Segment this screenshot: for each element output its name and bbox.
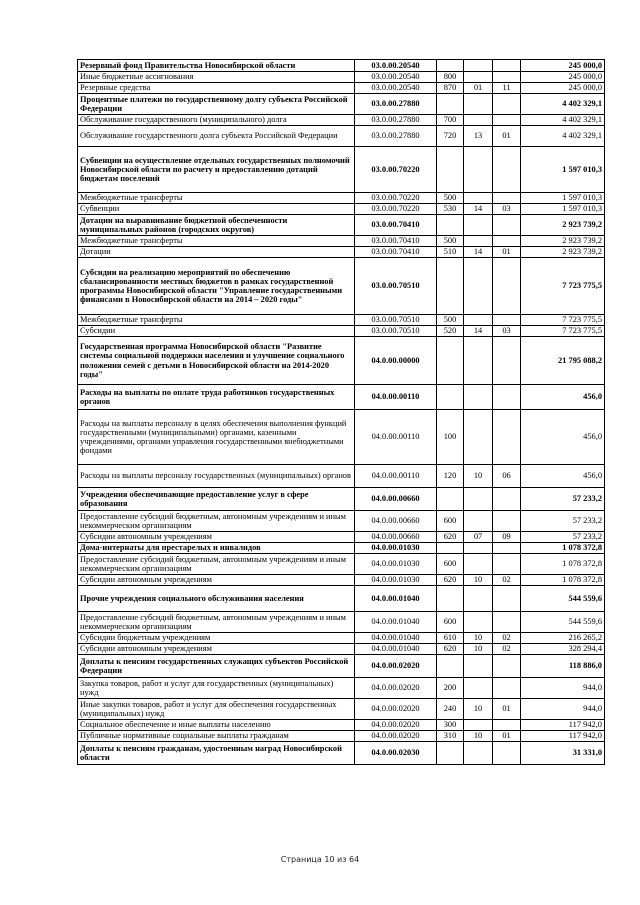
cell-item-name: Субвенции	[78, 204, 355, 215]
cell-item-name: Социальное обеспечение и иные выплаты населению	[78, 720, 355, 731]
table-row	[78, 72, 605, 83]
cell-target-code: 04.0.00.02020	[355, 678, 437, 699]
table-row	[78, 655, 605, 678]
cell-expense-type: 300	[437, 720, 464, 731]
cell-amount: 1 078 372,8	[521, 554, 605, 575]
cell-item-name: Публичные нормативные социальные выплаты гражданам	[78, 731, 355, 742]
cell-section	[464, 193, 493, 204]
cell-amount: 456,0	[521, 385, 605, 410]
cell-subsection	[493, 511, 521, 532]
cell-amount: 4 402 329,1	[521, 126, 605, 147]
cell-item-name: Учреждения обеспечивающие предоставление услуг в сфере образования	[78, 488, 355, 511]
budget-table	[77, 59, 605, 765]
cell-target-code: 04.0.00.00660	[355, 511, 437, 532]
cell-item-name: Государственная программа Новосибирской области "Развитие системы социальной поддержки населения и улучшение социального положения семей с детьми в Новосибирской области на 2014-2020 годы"	[78, 337, 355, 385]
cell-amount: 4 402 329,1	[521, 94, 605, 115]
cell-amount: 117 942,0	[521, 720, 605, 731]
cell-expense-type: 240	[437, 699, 464, 720]
cell-section: 10	[464, 465, 493, 488]
cell-section: 13	[464, 126, 493, 147]
cell-section	[464, 258, 493, 315]
cell-target-code: 03.0.00.27880	[355, 115, 437, 126]
cell-expense-type	[437, 258, 464, 315]
cell-section	[464, 385, 493, 410]
cell-section	[464, 554, 493, 575]
cell-expense-type: 600	[437, 511, 464, 532]
cell-section	[464, 94, 493, 115]
cell-amount: 216 265,2	[521, 633, 605, 644]
cell-item-name: Иные бюджетные ассигнования	[78, 72, 355, 83]
cell-amount: 328 294,4	[521, 644, 605, 655]
table-row	[78, 147, 605, 193]
cell-amount: 544 559,6	[521, 612, 605, 633]
cell-item-name: Предоставление субсидий бюджетным, автономным учреждениям и иным некоммерческим организациям	[78, 511, 355, 532]
cell-item-name: Расходы на выплаты персоналу в целях обеспечения выполнения функций государственными (муниципальными) органами, казенными учреждениями, органами управления государственными внебюджетными фондами	[78, 410, 355, 465]
cell-target-code: 04.0.00.01040	[355, 612, 437, 633]
cell-subsection	[493, 612, 521, 633]
cell-expense-type: 620	[437, 575, 464, 586]
table-row	[78, 247, 605, 258]
cell-subsection: 09	[493, 532, 521, 543]
cell-target-code: 03.0.00.70220	[355, 204, 437, 215]
cell-expense-type: 530	[437, 204, 464, 215]
cell-target-code: 03.0.00.70220	[355, 193, 437, 204]
cell-subsection: 01	[493, 731, 521, 742]
cell-expense-type: 600	[437, 612, 464, 633]
cell-target-code: 03.0.00.27880	[355, 126, 437, 147]
cell-expense-type: 620	[437, 532, 464, 543]
table-row	[78, 532, 605, 543]
cell-expense-type	[437, 215, 464, 236]
cell-amount: 1 597 010,3	[521, 147, 605, 193]
cell-target-code: 04.0.00.00660	[355, 488, 437, 511]
cell-amount: 1 597 010,3	[521, 193, 605, 204]
cell-item-name: Прочие учреждения социального обслуживания населения	[78, 586, 355, 612]
table-row	[78, 488, 605, 511]
cell-amount: 7 723 775,5	[521, 315, 605, 326]
cell-target-code: 03.0.00.20540	[355, 60, 437, 72]
cell-target-code: 04.0.00.02020	[355, 655, 437, 678]
cell-section: 07	[464, 532, 493, 543]
cell-section	[464, 115, 493, 126]
cell-item-name: Субсидии автономным учреждениям	[78, 644, 355, 655]
cell-subsection: 06	[493, 465, 521, 488]
cell-expense-type: 100	[437, 410, 464, 465]
cell-item-name: Субсидии автономным учреждениям	[78, 575, 355, 586]
cell-target-code: 04.0.00.02030	[355, 742, 437, 765]
cell-section: 01	[464, 83, 493, 94]
cell-subsection	[493, 236, 521, 247]
cell-target-code: 04.0.00.00660	[355, 532, 437, 543]
table-row	[78, 511, 605, 532]
cell-item-name: Субсидии на реализацию мероприятий по обеспечению сбалансированности местных бюджетов в рамках государственной программы Новосибирской области "Управление государственными финансами в Новосибирской области на 2014 – 2020 годы"	[78, 258, 355, 315]
table-row	[78, 337, 605, 385]
table-row	[78, 326, 605, 337]
cell-subsection	[493, 488, 521, 511]
cell-section	[464, 612, 493, 633]
cell-expense-type: 800	[437, 72, 464, 83]
table-row	[78, 644, 605, 655]
table-row	[78, 94, 605, 115]
cell-target-code: 04.0.00.02020	[355, 720, 437, 731]
cell-subsection	[493, 337, 521, 385]
cell-subsection	[493, 115, 521, 126]
page-footer: Страница 10 из 64	[280, 855, 360, 864]
cell-subsection: 01	[493, 126, 521, 147]
cell-expense-type: 620	[437, 644, 464, 655]
cell-section	[464, 337, 493, 385]
cell-subsection	[493, 655, 521, 678]
cell-subsection	[493, 60, 521, 72]
cell-item-name: Доплаты к пенсиям гражданам, удостоенным наград Новосибирской области	[78, 742, 355, 765]
cell-amount: 544 559,6	[521, 586, 605, 612]
cell-amount: 245 000,0	[521, 83, 605, 94]
cell-expense-type: 500	[437, 236, 464, 247]
cell-subsection: 03	[493, 204, 521, 215]
cell-section	[464, 60, 493, 72]
table-row	[78, 575, 605, 586]
cell-expense-type: 310	[437, 731, 464, 742]
cell-amount: 245 000,0	[521, 60, 605, 72]
cell-target-code: 04.0.00.02020	[355, 731, 437, 742]
table-row	[78, 633, 605, 644]
cell-amount: 57 233,2	[521, 488, 605, 511]
cell-subsection	[493, 720, 521, 731]
cell-item-name: Обслуживание государственного (муниципального) долга	[78, 115, 355, 126]
cell-amount: 4 402 329,1	[521, 115, 605, 126]
cell-item-name: Резервные средства	[78, 83, 355, 94]
cell-item-name: Резервный фонд Правительства Новосибирской области	[78, 60, 355, 72]
cell-target-code: 03.0.00.20540	[355, 72, 437, 83]
cell-amount: 245 000,0	[521, 72, 605, 83]
table-row	[78, 554, 605, 575]
cell-item-name: Дома-интернаты для престарелых и инвалидов	[78, 543, 355, 554]
cell-subsection	[493, 410, 521, 465]
cell-target-code: 04.0.00.01030	[355, 575, 437, 586]
cell-amount: 2 923 739,2	[521, 247, 605, 258]
cell-expense-type: 510	[437, 247, 464, 258]
cell-amount: 456,0	[521, 410, 605, 465]
cell-item-name: Дотации	[78, 247, 355, 258]
cell-expense-type	[437, 742, 464, 765]
cell-amount: 117 942,0	[521, 731, 605, 742]
cell-subsection: 01	[493, 699, 521, 720]
cell-amount: 1 078 372,8	[521, 575, 605, 586]
cell-target-code: 04.0.00.00000	[355, 337, 437, 385]
cell-section	[464, 147, 493, 193]
table-row	[78, 126, 605, 147]
cell-section	[464, 215, 493, 236]
cell-subsection	[493, 193, 521, 204]
cell-section	[464, 720, 493, 731]
cell-expense-type: 600	[437, 554, 464, 575]
cell-subsection	[493, 215, 521, 236]
table-row	[78, 612, 605, 633]
table-row	[78, 586, 605, 612]
cell-subsection	[493, 678, 521, 699]
cell-subsection: 01	[493, 247, 521, 258]
cell-subsection	[493, 72, 521, 83]
table-row	[78, 731, 605, 742]
cell-expense-type	[437, 147, 464, 193]
cell-item-name: Расходы на выплаты персоналу государственных (муниципальных) органов	[78, 465, 355, 488]
cell-subsection	[493, 554, 521, 575]
cell-item-name: Субсидии бюджетным учреждениям	[78, 633, 355, 644]
table-row	[78, 742, 605, 765]
cell-expense-type	[437, 385, 464, 410]
cell-amount: 7 723 775,5	[521, 326, 605, 337]
cell-item-name: Субсидии	[78, 326, 355, 337]
cell-subsection	[493, 742, 521, 765]
cell-target-code: 04.0.00.01040	[355, 586, 437, 612]
cell-expense-type: 700	[437, 115, 464, 126]
table-row	[78, 315, 605, 326]
cell-target-code: 04.0.00.00110	[355, 385, 437, 410]
cell-subsection: 03	[493, 326, 521, 337]
cell-item-name: Процентные платежи по государственному долгу субъекта Российской Федерации	[78, 94, 355, 115]
cell-target-code: 04.0.00.01040	[355, 633, 437, 644]
cell-amount: 31 331,0	[521, 742, 605, 765]
cell-target-code: 03.0.00.70510	[355, 326, 437, 337]
cell-amount: 57 233,2	[521, 532, 605, 543]
cell-item-name: Предоставление субсидий бюджетным, автономным учреждениям и иным некоммерческим организациям	[78, 612, 355, 633]
table-row	[78, 465, 605, 488]
cell-section: 14	[464, 247, 493, 258]
cell-item-name: Закупка товаров, работ и услуг для государственных (муниципальных) нужд	[78, 678, 355, 699]
cell-item-name: Межбюджетные трансферты	[78, 236, 355, 247]
cell-item-name: Расходы на выплаты по оплате труда работников государственных органов	[78, 385, 355, 410]
cell-target-code: 04.0.00.01030	[355, 554, 437, 575]
cell-target-code: 03.0.00.70510	[355, 258, 437, 315]
cell-section	[464, 488, 493, 511]
cell-amount: 118 886,0	[521, 655, 605, 678]
table-row	[78, 543, 605, 554]
cell-section	[464, 410, 493, 465]
cell-target-code: 04.0.00.01040	[355, 644, 437, 655]
cell-amount: 1 597 010,3	[521, 204, 605, 215]
cell-expense-type: 520	[437, 326, 464, 337]
cell-expense-type: 120	[437, 465, 464, 488]
cell-amount: 7 723 775,5	[521, 258, 605, 315]
cell-section	[464, 72, 493, 83]
cell-section: 14	[464, 326, 493, 337]
table-row	[78, 385, 605, 410]
cell-expense-type: 200	[437, 678, 464, 699]
cell-item-name: Обслуживание государственного долга субъекта Российской Федерации	[78, 126, 355, 147]
cell-section: 10	[464, 731, 493, 742]
cell-target-code: 04.0.00.00110	[355, 465, 437, 488]
cell-section	[464, 586, 493, 612]
cell-amount: 57 233,2	[521, 511, 605, 532]
table-row	[78, 410, 605, 465]
cell-target-code: 03.0.00.70410	[355, 215, 437, 236]
cell-amount: 21 795 088,2	[521, 337, 605, 385]
cell-section	[464, 543, 493, 554]
table-row	[78, 236, 605, 247]
cell-subsection	[493, 543, 521, 554]
cell-expense-type	[437, 60, 464, 72]
cell-amount: 456,0	[521, 465, 605, 488]
cell-section: 10	[464, 699, 493, 720]
cell-amount: 944,0	[521, 699, 605, 720]
cell-expense-type	[437, 94, 464, 115]
cell-subsection	[493, 94, 521, 115]
cell-item-name: Доплаты к пенсиям государственных служащих субъектов Российской Федерации	[78, 655, 355, 678]
cell-expense-type	[437, 488, 464, 511]
cell-subsection	[493, 315, 521, 326]
cell-amount: 1 078 372,8	[521, 543, 605, 554]
cell-target-code: 03.0.00.70220	[355, 147, 437, 193]
cell-expense-type	[437, 586, 464, 612]
cell-amount: 944,0	[521, 678, 605, 699]
cell-section: 10	[464, 575, 493, 586]
cell-subsection: 02	[493, 644, 521, 655]
cell-section	[464, 655, 493, 678]
cell-section: 10	[464, 633, 493, 644]
cell-subsection: 11	[493, 83, 521, 94]
cell-target-code: 03.0.00.70410	[355, 236, 437, 247]
cell-section	[464, 678, 493, 699]
table-row	[78, 699, 605, 720]
cell-expense-type: 610	[437, 633, 464, 644]
cell-expense-type	[437, 655, 464, 678]
cell-section	[464, 236, 493, 247]
cell-target-code: 04.0.00.00110	[355, 410, 437, 465]
cell-target-code: 03.0.00.70510	[355, 315, 437, 326]
cell-target-code: 03.0.00.27880	[355, 94, 437, 115]
table-row	[78, 193, 605, 204]
table-row	[78, 60, 605, 72]
cell-section: 10	[464, 644, 493, 655]
cell-subsection	[493, 385, 521, 410]
cell-target-code: 03.0.00.70410	[355, 247, 437, 258]
cell-expense-type	[437, 337, 464, 385]
cell-subsection: 02	[493, 633, 521, 644]
cell-section	[464, 315, 493, 326]
cell-target-code: 04.0.00.01030	[355, 543, 437, 554]
cell-item-name: Иные закупки товаров, работ и услуг для обеспечения государственных (муниципальных) нужд	[78, 699, 355, 720]
cell-amount: 2 923 739,2	[521, 215, 605, 236]
table-row	[78, 115, 605, 126]
table-row	[78, 204, 605, 215]
cell-section	[464, 511, 493, 532]
cell-subsection	[493, 147, 521, 193]
cell-subsection	[493, 586, 521, 612]
cell-subsection: 02	[493, 575, 521, 586]
table-row	[78, 258, 605, 315]
cell-item-name: Предоставление субсидий бюджетным, автономным учреждениям и иным некоммерческим организациям	[78, 554, 355, 575]
cell-section	[464, 742, 493, 765]
cell-expense-type: 870	[437, 83, 464, 94]
cell-target-code: 03.0.00.20540	[355, 83, 437, 94]
cell-item-name: Субвенции на осуществление отдельных государственных полномочий Новосибирской области по расчету и предоставлению дотаций бюджетам поселений	[78, 147, 355, 193]
table-row	[78, 215, 605, 236]
cell-expense-type: 500	[437, 315, 464, 326]
cell-target-code: 04.0.00.02020	[355, 699, 437, 720]
table-row	[78, 720, 605, 731]
cell-section: 14	[464, 204, 493, 215]
cell-expense-type	[437, 543, 464, 554]
cell-item-name: Субсидии автономным учреждениям	[78, 532, 355, 543]
cell-item-name: Межбюджетные трансферты	[78, 315, 355, 326]
table-row	[78, 83, 605, 94]
cell-item-name: Дотации на выравнивание бюджетной обеспеченности муниципальных районов (городских округов)	[78, 215, 355, 236]
cell-item-name: Межбюджетные трансферты	[78, 193, 355, 204]
cell-expense-type: 500	[437, 193, 464, 204]
cell-subsection	[493, 258, 521, 315]
cell-amount: 2 923 739,2	[521, 236, 605, 247]
table-row	[78, 678, 605, 699]
cell-expense-type: 720	[437, 126, 464, 147]
